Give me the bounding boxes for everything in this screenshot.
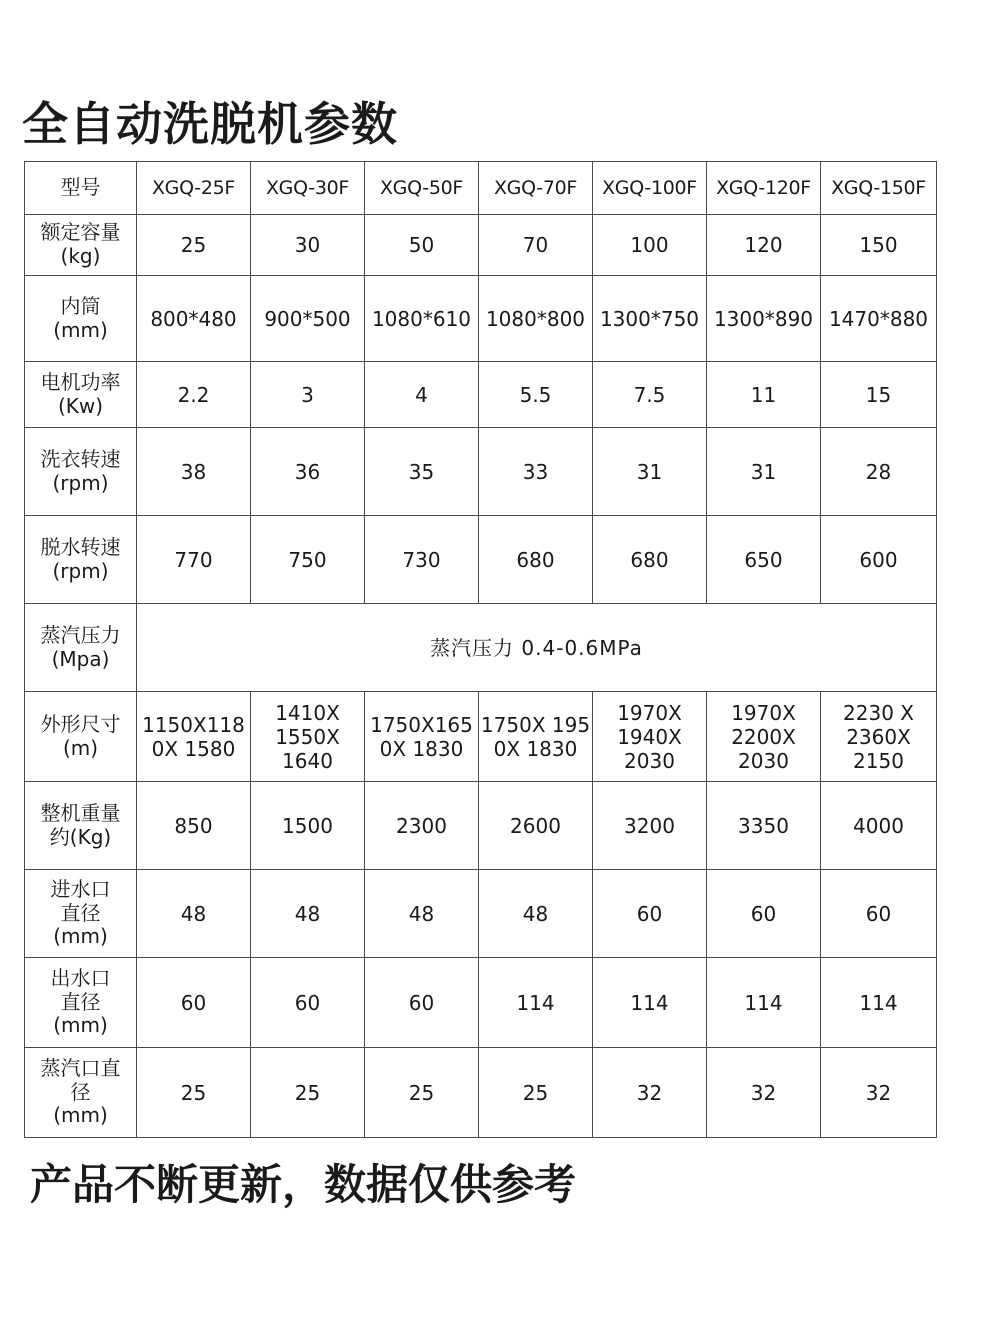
table-cell: 60 [821,870,937,958]
table-row [25,1048,937,1138]
table-cell: 70 [479,215,593,276]
model-header: XGQ-50F [365,162,479,215]
table-cell: 2600 [479,782,593,870]
table-row [25,516,937,604]
table-header-row [25,162,937,215]
table-cell: 3200 [593,782,707,870]
table-cell: 33 [479,428,593,516]
table-cell: 4000 [821,782,937,870]
table-cell: 850 [137,782,251,870]
table-row [25,215,937,276]
table-cell: 1080*610 [365,276,479,362]
table-cell: 1300*890 [707,276,821,362]
steam-pressure-row [25,604,937,692]
model-header: XGQ-100F [593,162,707,215]
table-cell: 25 [137,1048,251,1138]
table-cell: 680 [479,516,593,604]
table-cell: 25 [137,215,251,276]
table-cell: 114 [821,958,937,1048]
table-cell: 48 [479,870,593,958]
page-title: 全自动洗脱机参数 [22,97,398,151]
model-header: XGQ-30F [251,162,365,215]
table-cell: 28 [821,428,937,516]
table-cell: 48 [365,870,479,958]
table-cell: 31 [707,428,821,516]
model-header: XGQ-70F [479,162,593,215]
table-cell: 800*480 [137,276,251,362]
table-cell: 114 [479,958,593,1048]
table-cell: 150 [821,215,937,276]
model-header: XGQ-120F [707,162,821,215]
table-cell: 1970X 1940X 2030 [593,692,707,782]
row-label: 洗衣转速 (rpm) [25,428,137,516]
spec-table [24,161,937,1138]
table-cell: 25 [365,1048,479,1138]
table-cell: 1470*880 [821,276,937,362]
model-header: XGQ-25F [137,162,251,215]
steam-pressure-value: 蒸汽压力 0.4-0.6MPa [137,604,937,692]
table-row [25,276,937,362]
table-cell: 15 [821,362,937,428]
row-label: 电机功率 (Kw) [25,362,137,428]
row-label: 外形尺寸 (m) [25,692,137,782]
table-cell: 1300*750 [593,276,707,362]
table-cell: 35 [365,428,479,516]
row-label: 型号 [25,162,137,215]
disclaimer-text: 产品不断更新，数据仅供参考 [30,1160,577,1209]
table-cell: 1970X 2200X 2030 [707,692,821,782]
table-cell: 1750X165 0X 1830 [365,692,479,782]
table-cell: 1750X 195 0X 1830 [479,692,593,782]
row-label: 蒸汽口直 径 (mm) [25,1048,137,1138]
table-cell: 5.5 [479,362,593,428]
table-row [25,692,937,782]
table-cell: 1150X118 0X 1580 [137,692,251,782]
row-label: 蒸汽压力 (Mpa) [25,604,137,692]
table-cell: 60 [593,870,707,958]
table-cell: 48 [251,870,365,958]
table-row [25,870,937,958]
table-cell: 2300 [365,782,479,870]
table-row [25,958,937,1048]
table-cell: 1080*800 [479,276,593,362]
table-cell: 32 [593,1048,707,1138]
table-cell: 4 [365,362,479,428]
table-cell: 770 [137,516,251,604]
model-header: XGQ-150F [821,162,937,215]
table-cell: 650 [707,516,821,604]
table-row [25,428,937,516]
table-cell: 2230 X 2360X 2150 [821,692,937,782]
table-row [25,782,937,870]
row-label: 脱水转速 (rpm) [25,516,137,604]
table-cell: 1500 [251,782,365,870]
table-cell: 38 [137,428,251,516]
row-label: 整机重量 约(Kg) [25,782,137,870]
table-cell: 31 [593,428,707,516]
table-cell: 730 [365,516,479,604]
table-cell: 900*500 [251,276,365,362]
table-cell: 3 [251,362,365,428]
table-cell: 60 [707,870,821,958]
table-cell: 30 [251,215,365,276]
row-label: 内筒 (mm) [25,276,137,362]
table-cell: 114 [593,958,707,1048]
table-cell: 60 [137,958,251,1048]
table-cell: 32 [821,1048,937,1138]
row-label: 出水口 直径 (mm) [25,958,137,1048]
table-cell: 50 [365,215,479,276]
table-cell: 114 [707,958,821,1048]
table-cell: 60 [251,958,365,1048]
table-cell: 11 [707,362,821,428]
table-cell: 1410X 1550X 1640 [251,692,365,782]
table-cell: 600 [821,516,937,604]
row-label: 额定容量 (kg) [25,215,137,276]
table-cell: 48 [137,870,251,958]
table-cell: 680 [593,516,707,604]
table-cell: 100 [593,215,707,276]
table-cell: 60 [365,958,479,1048]
table-cell: 7.5 [593,362,707,428]
table-cell: 25 [479,1048,593,1138]
table-cell: 25 [251,1048,365,1138]
table-cell: 36 [251,428,365,516]
table-row [25,362,937,428]
table-cell: 32 [707,1048,821,1138]
table-cell: 120 [707,215,821,276]
table-cell: 2.2 [137,362,251,428]
table-cell: 750 [251,516,365,604]
table-cell: 3350 [707,782,821,870]
row-label: 进水口 直径 (mm) [25,870,137,958]
